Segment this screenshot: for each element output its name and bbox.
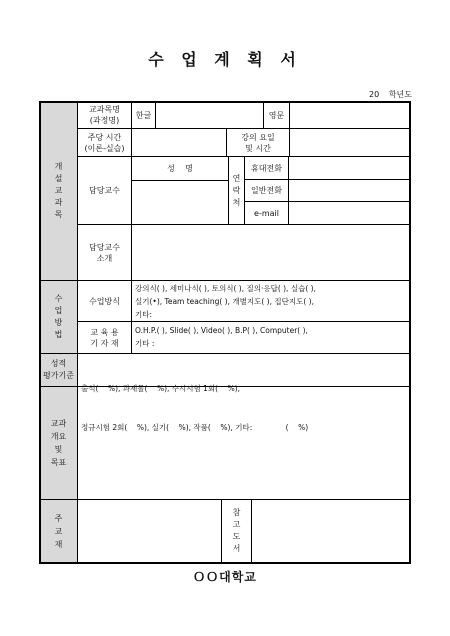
equipment-label bbox=[78, 322, 131, 353]
professor-intro-label-line: 소개 bbox=[96, 253, 113, 263]
method-section-char: 방 bbox=[54, 318, 63, 327]
korean-name-field[interactable] bbox=[156, 102, 263, 128]
equipment-label-line: 기 자 재 bbox=[90, 338, 119, 348]
course-section-char: 목 bbox=[54, 210, 63, 219]
teaching-method-line: 실기(•), Team teaching( ), 개별지도( ), 집단지도( ), bbox=[135, 297, 314, 306]
mobile-phone-field[interactable] bbox=[289, 157, 409, 179]
grading-label bbox=[40, 354, 77, 386]
method-section-char: 업 bbox=[54, 306, 63, 315]
reference-books-char: 참 bbox=[232, 508, 241, 517]
mobile-phone-label: 휴대전화 bbox=[251, 163, 282, 173]
reference-books-char: 도 bbox=[232, 532, 241, 541]
course-section-char: 개 bbox=[54, 162, 63, 171]
grading-label-line: 평가기준 bbox=[43, 371, 74, 380]
course-section-char: 과 bbox=[54, 198, 63, 207]
table-border-right bbox=[409, 101, 411, 564]
email-field[interactable] bbox=[289, 202, 409, 224]
reference-books-field[interactable] bbox=[252, 500, 409, 562]
grading-line: 출석( %), 과제물( %), 수시시험 1회( %), bbox=[81, 384, 241, 393]
main-textbook-char: 재 bbox=[54, 539, 63, 549]
contact-label-char: 연 bbox=[232, 173, 241, 183]
course-section-char: 설 bbox=[54, 174, 63, 183]
professor-intro-label bbox=[78, 225, 131, 280]
grading-line: 정규시험 2회( %), 실기( %), 작품( %), 기타: ( %) bbox=[81, 423, 309, 432]
english-label: 영문 bbox=[268, 110, 285, 120]
teaching-method-line: 기타: bbox=[135, 310, 153, 319]
year-prefix: 20 bbox=[368, 90, 380, 99]
year-suffix: 학년도 bbox=[388, 90, 412, 99]
grading-label-line: 성적 bbox=[50, 359, 67, 368]
day-time-label-line: 강의 요일 bbox=[241, 132, 275, 142]
course-section-label bbox=[40, 102, 77, 280]
course-section-char: 교 bbox=[54, 186, 63, 195]
email-label: e-mail bbox=[254, 208, 279, 218]
equipment-line: 기타 : bbox=[135, 339, 155, 348]
course-name-label bbox=[78, 102, 131, 128]
contact-label bbox=[229, 157, 244, 224]
teaching-method-line: 강의식( ), 세미나식( ), 토의식( ), 질의·응답( ), 실습( ), bbox=[135, 284, 316, 293]
university-name: ＯＯ대학교 bbox=[193, 570, 257, 584]
professor-name-field[interactable] bbox=[132, 181, 228, 224]
method-section-label bbox=[40, 281, 77, 353]
professor-intro-label-line: 담당교수 bbox=[89, 242, 120, 252]
weekly-hours-label bbox=[78, 129, 131, 156]
day-time-field[interactable] bbox=[290, 129, 409, 156]
main-textbook-label bbox=[40, 500, 77, 562]
overview-label-line: 및 bbox=[54, 445, 63, 454]
row-line bbox=[40, 353, 410, 354]
table-border-bottom bbox=[39, 562, 411, 564]
method-section-char: 수 bbox=[54, 294, 63, 303]
korean-label: 한글 bbox=[135, 110, 152, 120]
contact-label-char: 락 bbox=[232, 185, 241, 195]
weekly-hours-label-line: 주당 시간 bbox=[87, 132, 122, 142]
professor-label: 담당교수 bbox=[89, 186, 120, 195]
reference-books-char: 고 bbox=[232, 520, 241, 529]
overview-field[interactable] bbox=[78, 387, 409, 499]
equipment-line: O.H.P.( ), Slide( ), Video( ), B.P( ), Computer( ), bbox=[135, 326, 308, 335]
overview-label-line: 교과 bbox=[50, 419, 67, 428]
reference-books-label bbox=[222, 500, 251, 562]
equipment-options[interactable] bbox=[135, 324, 308, 350]
equipment-label-line: 교 육 용 bbox=[90, 327, 119, 337]
day-time-label-line: 및 시간 bbox=[245, 143, 271, 153]
overview-label-line: 개요 bbox=[50, 432, 67, 441]
contact-label-char: 처 bbox=[232, 197, 241, 207]
course-name-label-line: 교과목명 bbox=[89, 105, 120, 114]
day-time-label bbox=[227, 129, 289, 156]
academic-year bbox=[367, 89, 412, 100]
method-section-char: 법 bbox=[54, 330, 63, 339]
phone-label: 일반전화 bbox=[251, 186, 282, 195]
overview-label bbox=[40, 387, 77, 499]
document-title: 수 업 계 획 서 bbox=[148, 50, 302, 69]
weekly-hours-label-line: (이론-실습) bbox=[84, 143, 125, 153]
phone-field[interactable] bbox=[289, 180, 409, 201]
main-textbook-field[interactable] bbox=[78, 500, 221, 562]
overview-label-line: 목표 bbox=[50, 458, 67, 467]
teaching-method-options[interactable] bbox=[135, 282, 316, 321]
course-name-label-line: (과정명) bbox=[89, 116, 120, 125]
main-textbook-char: 교 bbox=[54, 526, 63, 536]
reference-books-char: 서 bbox=[232, 544, 241, 553]
weekly-hours-field[interactable] bbox=[132, 129, 226, 156]
main-textbook-char: 주 bbox=[54, 513, 63, 523]
teaching-method-label: 수업방식 bbox=[89, 296, 120, 306]
professor-intro-field[interactable] bbox=[132, 225, 409, 280]
professor-name-label: 성 명 bbox=[167, 164, 193, 173]
english-name-field[interactable] bbox=[290, 102, 409, 128]
